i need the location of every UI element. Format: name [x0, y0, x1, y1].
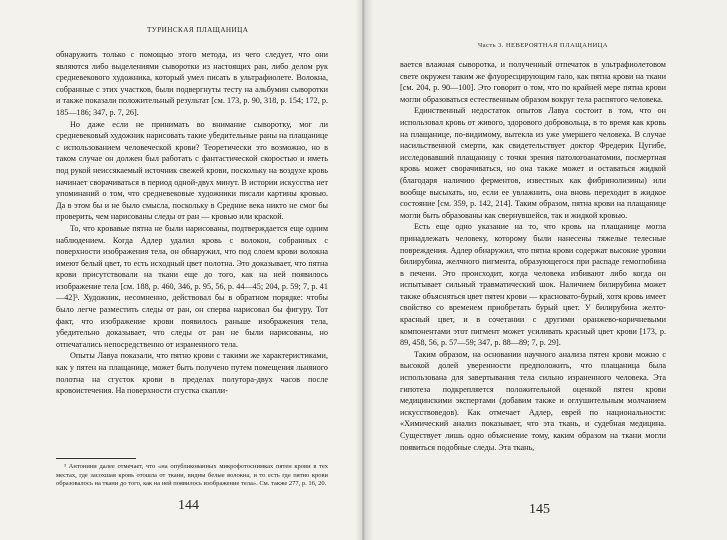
paragraph: То, что кровавые пятна не были нарисованы, подтверждается еще одним наблюдением. Когда Адлер удалил кровь с волокон, собранных с поверхности изображения тела, он обнаружил, что под слоем крови волокна имеют белый цвет, то есть исходный цвет полотна. Это доказывает, что пятна крови присутствовали на ткани еще до того, как на ней появилось изображение тела [см. 188, р. 460, 346, р. 95, 56, р. 44—45; 204, р. 59; 7, р. 41—42]³. Художник, несомненно, действовал бы в обратном порядке: чтобы было легче разместить следы от ран, он сперва нарисовал бы фигуру. Тот факт, что изображение крови появилось раньше изображения тела, убедительно доказывает, что следы от ран не были нарисованы, но отпечатались непосредственно от израненного тела. [56, 223, 328, 349]
footnote: ³ Антонини далее отмечает, что «на опубликованных микрофотоснимках пятен крови в тех местах, где засохшая кровь отошла от ткани, видны белые волокна, и то есть где пятно крови образовалось на ткани до того, как на ней появилось изображение тела». См. также 277, р. 16, 20. [56, 463, 328, 488]
body-text [400, 59, 666, 453]
body-text [56, 49, 328, 397]
book-gutter [355, 0, 373, 540]
page-number: 144 [178, 498, 199, 513]
paragraph: вается влажная сыворотка, и полученный отпечаток в ультрафиолетовом свете окружен таким же флуоресцирующим гало, как пятна крови на ткани [см. 204, р. 90—100]. Это говорит о том, что по крайней мере пятна крови могли образоваться естественным образом вокруг тела распятого человека. [400, 60, 666, 104]
paragraph: Но даже если не принимать во внимание сыворотку, мог ли средневековый художник нарисовать такие убедительные раны на плащанице с использованием человеческой крови? Теоретически это возможно, но в таком случае он должен был работать с фантастической скоростью и иметь под рукой неиссякаемый источник свежей крови, поскольку на воздухе кровь начинает сворачиваться в период одной-двух минут. В истории искусства нет упоминаний о том, что средневековые художники писали картины кровью. Да в этом бы и не было смысла, поскольку в Средние века никто не смог бы проверить, чем нарисованы следы от ран — кровью или краской. [56, 119, 328, 222]
paragraph: обнаружить только с помощью этого метода, из чего следует, что они являются либо выделениями сыворотки из настоящих ран, либо делом рук средневекового художника, который умел писать в ультрафиолете. Волокна, собранные с этих участков, были подвергнуты тесту на альбумин сыворотки и также показали положительный результат [см. 173, р. 90, 318, р. 154; 172, р. 185—186; 347, р. 7, 26]. [56, 50, 328, 117]
right-page [364, 0, 727, 540]
paragraph: Таким образом, на основании научного анализа пятен крови можно с высокой долей уверенности предположить, что плащаница была использована для завертывания тела сильно израненного человека. Эта гипотеза подкрепляется положительной оценкой пятен крови медицинскими экспертами (добавим также и оглушительным молчанием искусствоведов). Как отмечает Адлер, еврей по национальности: «Химический анализ показывает, что эта ткань, и судебная медицина. Существует лишь одно объяснение тому, каким образом на ткани могли появиться подобные следы. Эта ткань, [400, 349, 666, 452]
page-number: 145 [529, 502, 550, 517]
footnote-divider [56, 458, 136, 459]
paragraph: Единственный недостаток опытов Лавуа состоит в том, что он использовал кровь от живого, здорового добровольца, в то время как кровь на плащанице, по-видимому, вытекла из уже умершего человека. В случае насильственной смерти, как свидетельствует доктор Фредерик Цугибе, исследовавший плащаницу с точки зрения патологоанатомии, посмертная кровь может сворачиваться, но она также может и оставаться жидкой (благодаря наличию ферментов, известных как фибринолизины) или вообще высыхать, но, если ее увлажнить, она вновь переходит в жидкое состояние [см. 359, р. 142, 214]. Таким образом, пятна крови на плащанице могли быть образованы как свернувшейся, так и жидкой кровью. [400, 106, 666, 220]
left-page [0, 0, 362, 540]
paragraph: Опыты Лавуа показали, что пятно крови с такими же характеристиками, как у пятен на плащанице, может быть получено путем помещения льняного полотна на сгусток крови в пределах полутора-двух часов после кровоистечения. На поверхности сгустка скапли- [56, 351, 328, 396]
running-head: ТУРИНСКАЯ ПЛАЩАНИЦА [147, 26, 249, 34]
paragraph: Есть еще одно указание на то, что кровь на плащанице могла принадлежать человеку, которому были нанесены тяжелые телесные повреждения. Адлер обнаружил, что пятна крови содержат высокие уровни билирубина, желчного пигмента, образующегося при распаде гемоглобина в печени. Это происходит, когда человека избивают либо когда он испытывает сильный травматический шок. Наличием билирубина может также объясняться цвет пятен крови — красновато-бурый, хотя кровь имеет свойство со временем приобретать бурый цвет. У билирубина желто-красный цвет, и в сочетании с другими оранжево-коричневыми компонентами этот пигмент может усиливать красный цвет крови [173, р. 89, 458, 56, р. 57—59; 347, р. 88—89; 7, р. 29]. [400, 222, 666, 348]
running-head: Часть 3. НЕВЕРОЯТНАЯ ПЛАЩАНИЦА [478, 42, 608, 49]
